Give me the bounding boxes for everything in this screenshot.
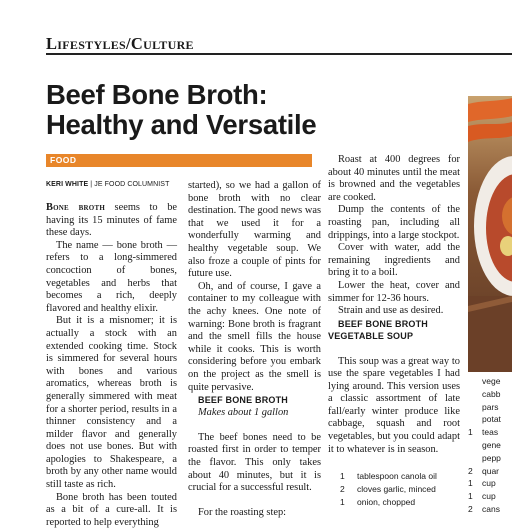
byline-author: KERI WHITE <box>46 181 89 188</box>
byline-role: | JE FOOD COLUMNIST <box>90 181 170 188</box>
ingredient-list <box>340 470 460 508</box>
headline <box>46 80 446 140</box>
paragraph: Bone broth seems to be having its 15 minutes of fame these days. <box>46 202 177 239</box>
recipe-yield: Makes about 1 gallon <box>198 406 289 418</box>
recipe-title: BEEF BONE BROTH VEGETABLE SOUP <box>328 318 429 342</box>
ingredient-row: vege <box>482 376 501 386</box>
paragraph: For the roasting step: <box>198 507 287 519</box>
soup-photo <box>468 96 512 372</box>
ingredient-row: 2 quar <box>468 465 500 476</box>
ingredient-row: 1 teas <box>468 427 499 438</box>
column-1 <box>46 202 177 529</box>
recipe-title: BEEF BONE BROTH <box>198 395 289 406</box>
byline <box>46 181 169 188</box>
ingredient-row: 1 tablespoon canola oil <box>340 471 437 482</box>
paragraph: started), so we had a gallon of bone broth with no clear destination. The good news was that we used it for a wonderfully warming and healthy vegetable soup. We also froze a couple of pints for future use. <box>188 180 321 280</box>
category-tag-bar <box>46 154 312 167</box>
section-rule <box>46 53 512 55</box>
ingredient-row: pars <box>482 401 499 412</box>
paragraph: But it is a misnomer; it is actually a stock with an extended cooking time. Stock is simmered for several hours with bones and various aromatics, whereas broth is generally simmered with meat for a shorter period, results in a thinner consistency and a milder flavor and generally does not use bones. But with apologies to Shakespeare, a broth by any other name would still taste as rich. <box>46 315 177 491</box>
paragraph: Oh, and of course, I gave a container to my colleague with the achy knees. One note of warning: Bone broth is fragrant and the smell fills the house while it cooks. This is worth considering before you embark on the project as the smell is quite pervasive. <box>188 280 321 393</box>
ingredient-row: 2 cloves garlic, minced <box>340 484 436 495</box>
headline-line-2: Healthy and Versatile <box>46 109 317 140</box>
paragraph: Cover with water, add the remaining ingredients and bring it to a boil. <box>328 242 460 279</box>
paragraph: Lower the heat, cover and simmer for 12-36 hours. <box>328 279 460 304</box>
ingredient-row: gene <box>482 439 501 450</box>
paragraph: Roast at 400 degrees for about 40 minutes until the meat is browned and the vegetables are cooked. <box>328 154 460 203</box>
section-header: Lifestyles/Culture <box>46 34 194 53</box>
headline-line-1: Beef Bone Broth: <box>46 79 268 110</box>
paragraph: The beef bones need to be roasted first in order to temper the flavor. This only takes about 40 minutes, but it is crucial for a successful result. <box>188 431 321 494</box>
paragraph: This soup was a great way to use the spare vegetables I had lying around. This version uses a classic assortment of late fall/early winter produce like cabbage, squash and root vegetables, but you could adapt it to whatever is in season. <box>328 355 460 455</box>
paragraph: Bone broth has been touted as a bit of a cure-all. It is reported to help everything <box>46 491 177 528</box>
ingredient-row: 1 onion, chopped <box>340 496 416 507</box>
paragraph: Dump the contents of the roasting pan, including all drippings, into a large stockpot. <box>328 204 460 241</box>
column-2 <box>188 180 321 520</box>
ingredient-row: cabb <box>482 388 501 399</box>
ingredient-row: 1 cup <box>468 491 496 502</box>
paragraph: The name — bone broth — refers to a long-simmered concoction of bones, vegetables and herbs that becomes a rich, deeply flavored and healthy elixir. <box>46 239 177 314</box>
paragraph: Strain and use as desired. <box>338 305 444 317</box>
soup-photo-image <box>468 96 512 372</box>
ingredient-row: 2 cans <box>468 503 500 514</box>
lead-in: Bone broth <box>46 202 105 213</box>
ingredient-row: potat <box>482 414 501 425</box>
ingredient-row: pepp <box>482 452 501 463</box>
column-3 <box>328 154 460 509</box>
ingredient-row: 1 cup <box>468 478 496 489</box>
column-4 <box>468 375 501 516</box>
category-tag: FOOD <box>50 155 77 165</box>
